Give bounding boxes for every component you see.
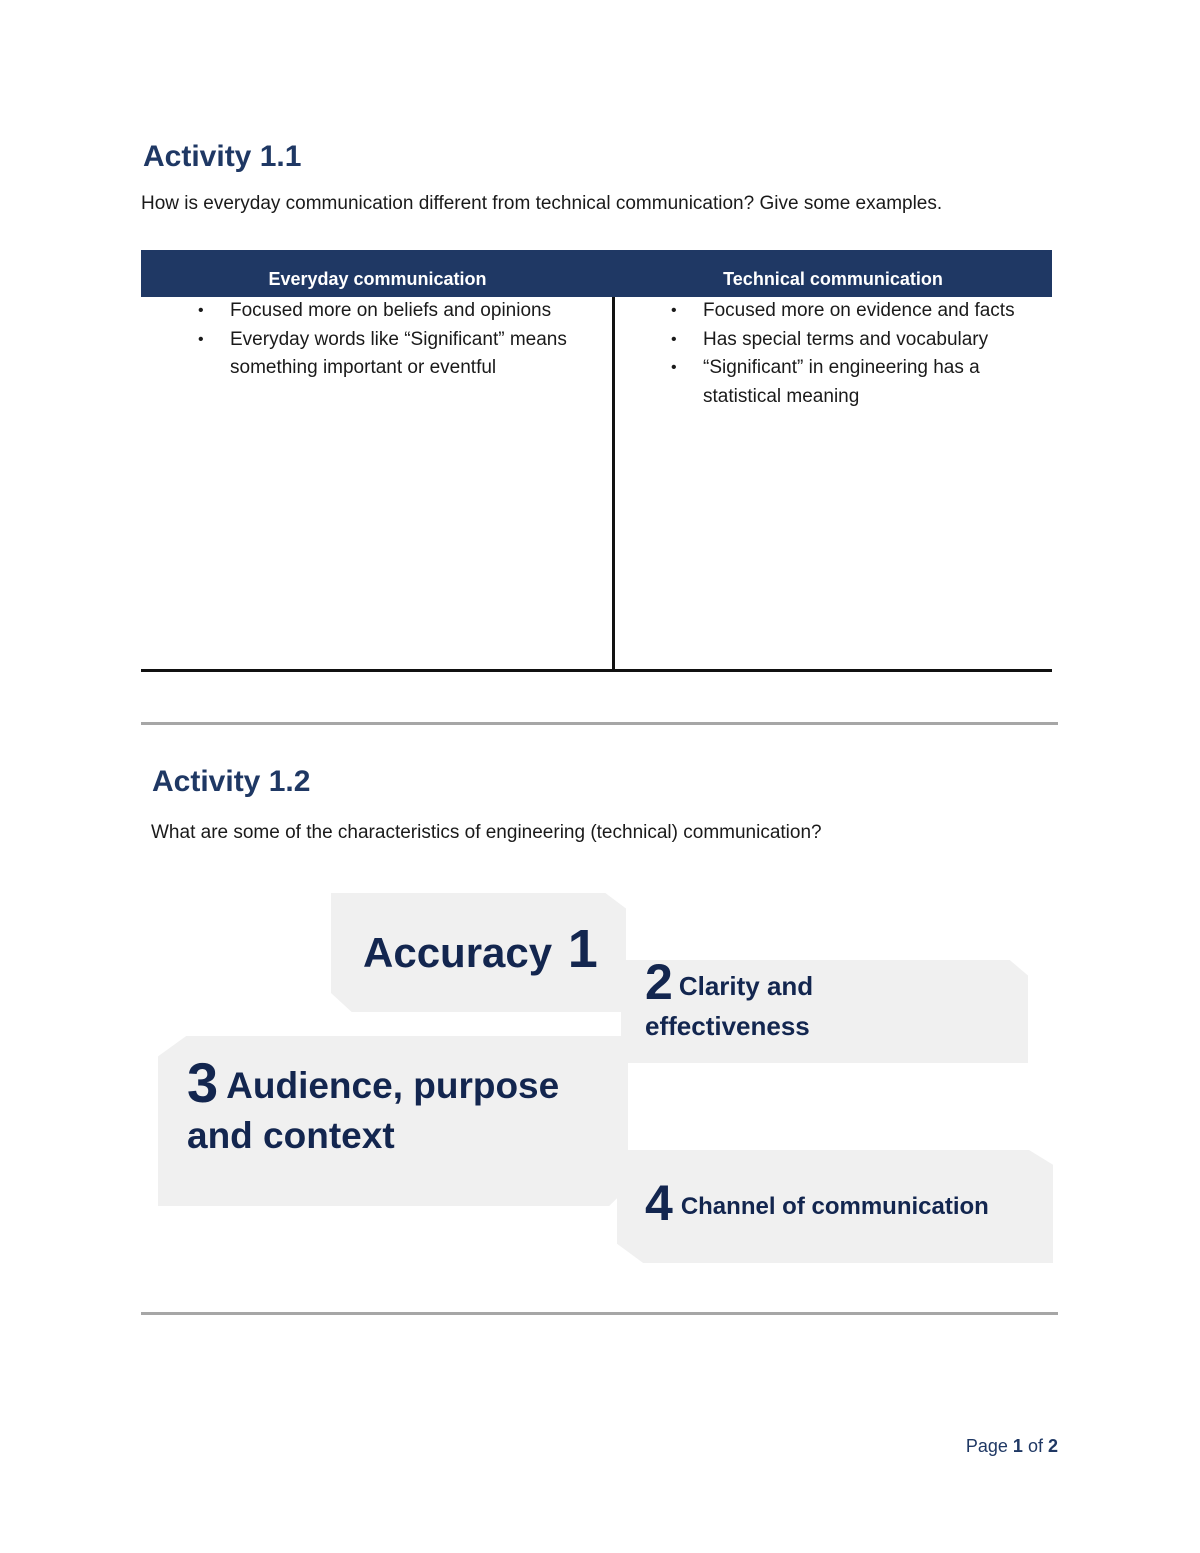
activity-1-2-title: Activity 1.2 (152, 765, 311, 798)
list-item: • “Significant” in engineering has a statistical meaning (703, 354, 1043, 411)
header-everyday: Everyday communication (268, 269, 487, 289)
list-item: • Has special terms and vocabulary (703, 326, 1043, 355)
characteristic-3 (187, 1051, 607, 1161)
technical-list (671, 297, 1043, 411)
list-item: • Focused more on evidence and facts (703, 297, 1043, 326)
list-item: • Focused more on beliefs and opinions (230, 297, 600, 326)
column-divider (612, 297, 615, 672)
bullet-icon: • (198, 302, 204, 319)
table-bottom-border (141, 669, 1052, 672)
section-divider (141, 722, 1058, 725)
characteristic-1 (363, 918, 598, 980)
section-divider (141, 1312, 1058, 1315)
characteristic-label: Channel of communication (680, 1193, 989, 1220)
bullet-icon: • (671, 359, 677, 376)
characteristic-number: 2 (645, 954, 673, 1010)
bullet-icon: • (671, 302, 677, 319)
bullet-icon: • (671, 330, 677, 348)
characteristic-number: 4 (645, 1175, 673, 1231)
characteristic-label: Audience, purpose and context (187, 1065, 560, 1156)
characteristic-4 (645, 1176, 1035, 1234)
page-number: Page 1 of 2 (965, 1436, 1058, 1456)
activity-1-1-title: Activity 1.1 (143, 140, 302, 173)
table-header-row (141, 250, 1052, 297)
list-item: • Everyday words like “Significant” means something important or eventful (230, 326, 600, 383)
bullet-icon: • (198, 330, 204, 348)
activity-1-1-question: How is everyday communication different from technical communication? Give some examples. (141, 193, 943, 214)
header-technical: Technical communication (723, 269, 943, 289)
characteristic-number: 1 (567, 919, 598, 979)
characteristic-label: Clarity and effectiveness (645, 971, 814, 1041)
characteristic-number: 3 (187, 1051, 219, 1114)
characteristic-label: Accuracy (363, 929, 553, 976)
activity-1-2-question: What are some of the characteristics of engineering (technical) communication? (151, 822, 822, 843)
characteristic-2 (645, 954, 945, 1046)
everyday-list (198, 297, 600, 383)
